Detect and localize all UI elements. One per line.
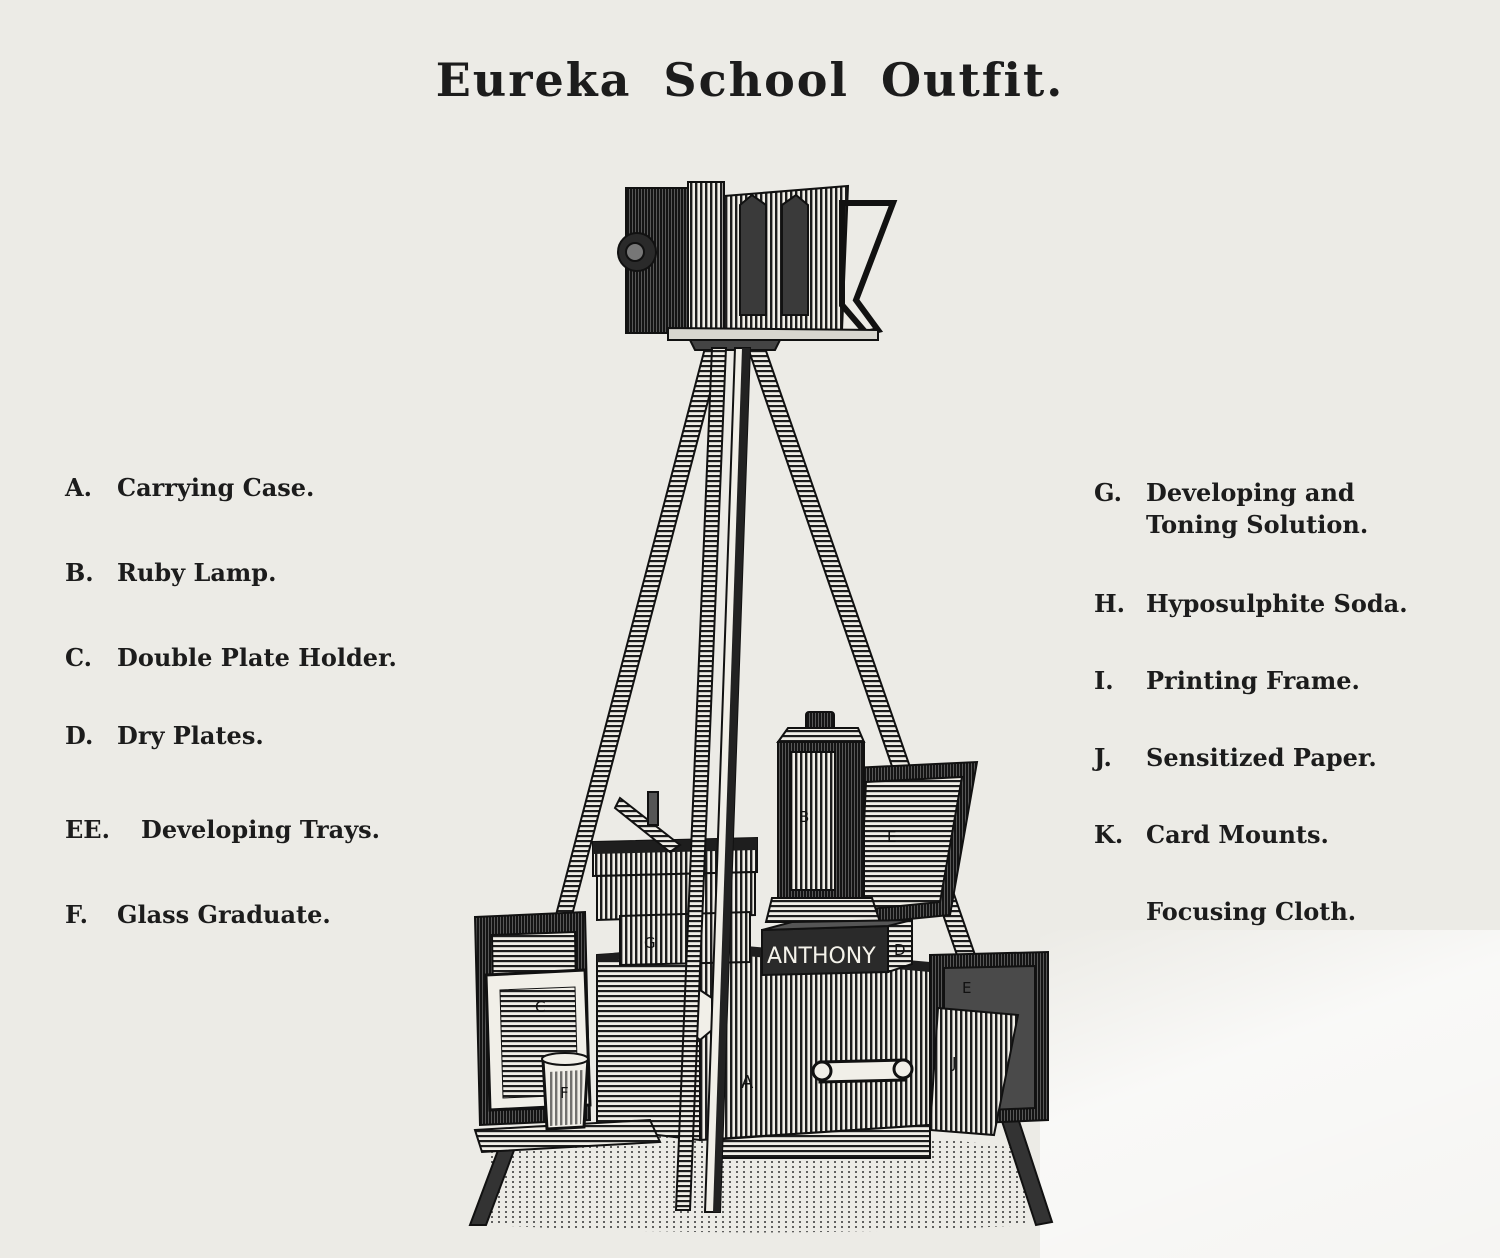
legend-item-i — [1094, 665, 1360, 697]
legend-text: Dry Plates. — [117, 721, 264, 750]
legend-text: Card Mounts. — [1146, 820, 1329, 849]
legend-text: Double Plate Holder. — [117, 643, 397, 672]
legend-item-g — [1094, 477, 1446, 541]
legend-item-f — [65, 899, 331, 931]
legend-text: Glass Graduate. — [117, 900, 331, 929]
label-a: A — [741, 1072, 754, 1093]
legend-key: I. — [1094, 666, 1114, 695]
ruby-lamp — [766, 712, 880, 922]
camera — [618, 182, 893, 350]
legend-text: Developing Trays. — [141, 815, 381, 844]
label-g: G — [644, 934, 656, 952]
label-d: D — [894, 941, 906, 959]
legend-text: Hyposulphite Soda. — [1146, 589, 1408, 618]
page-title: Eureka School Outfit. — [435, 52, 1065, 107]
legend-text: Developing and Toning Solution. — [1146, 478, 1369, 539]
legend-key: J. — [1094, 743, 1112, 772]
legend-item-a — [65, 472, 314, 504]
legend-key: H. — [1094, 589, 1126, 618]
anthony-box-label: ANTHONY — [767, 944, 876, 969]
label-b: B — [799, 808, 810, 826]
legend-left — [65, 472, 485, 942]
legend-key: EE. — [65, 815, 110, 844]
label-e2: E — [962, 979, 972, 997]
legend-text: Sensitized Paper. — [1146, 743, 1377, 772]
legend-text: Printing Frame. — [1146, 666, 1360, 695]
label-f: F — [560, 1084, 569, 1102]
label-j: J — [952, 1054, 957, 1072]
legend-text: Focusing Cloth. — [1146, 897, 1357, 926]
legend-item-h — [1094, 588, 1408, 620]
label-e1: E — [887, 828, 897, 846]
legend-key: F. — [65, 900, 88, 929]
legend-key: K. — [1094, 820, 1124, 849]
legend-text: Ruby Lamp. — [117, 558, 277, 587]
paper-stain — [1040, 930, 1500, 1258]
legend-key: D. — [65, 721, 94, 750]
legend-item-k — [1094, 819, 1329, 851]
legend-item-d — [65, 720, 264, 752]
legend-key: G. — [1094, 478, 1122, 507]
legend-item-b — [65, 557, 276, 589]
legend-item-ee — [65, 814, 380, 846]
legend-key: A. — [65, 473, 92, 502]
legend-item-focusing-cloth — [1094, 896, 1356, 928]
legend-key: C. — [65, 643, 93, 672]
label-c: C — [535, 998, 546, 1016]
legend-right — [1094, 477, 1494, 937]
legend-item-c — [65, 642, 397, 674]
outfit-illustration — [455, 170, 1075, 1240]
legend-text: Carrying Case. — [117, 473, 315, 502]
legend-key: B. — [65, 558, 94, 587]
legend-item-j — [1094, 742, 1377, 774]
